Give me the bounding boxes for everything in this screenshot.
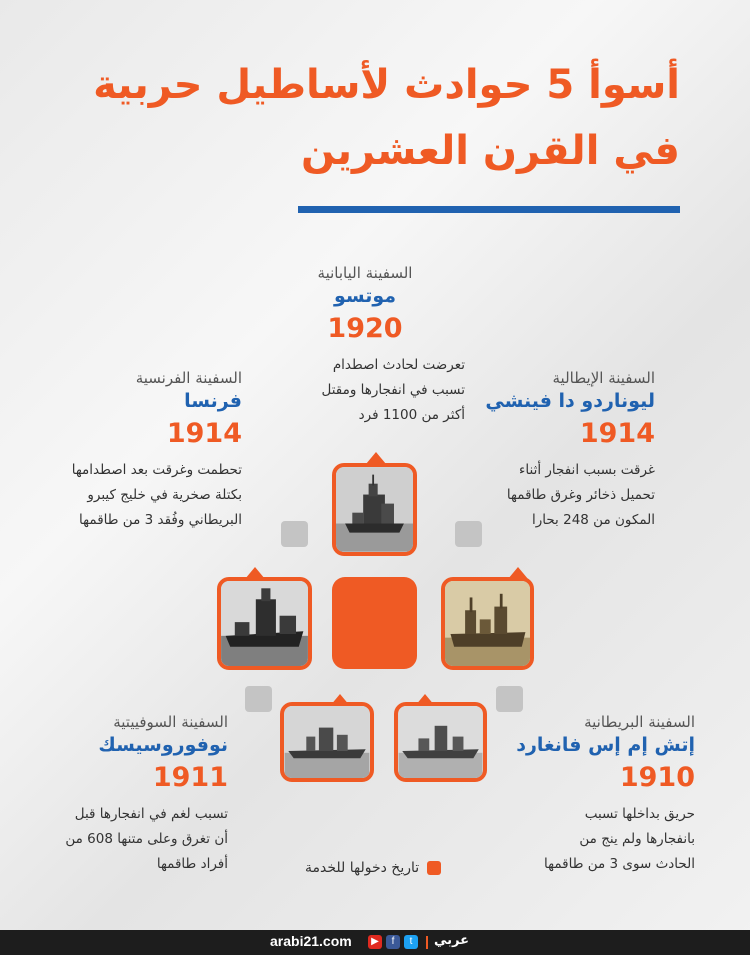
ship-name: نوفوروسيسك <box>98 734 228 756</box>
ship-year: 1914 <box>166 418 242 449</box>
twitter-icon[interactable]: t <box>404 935 418 949</box>
ship-photo-soviet <box>280 702 374 782</box>
ship-description-line: حريق بداخلها تسبب <box>584 806 695 822</box>
ship-year: 1914 <box>579 418 655 449</box>
ship-photo-japanese <box>332 463 417 556</box>
gray-square <box>455 521 482 547</box>
ship-name: فرنسا <box>184 390 242 412</box>
ship-year: 1910 <box>619 762 695 793</box>
page-title-line-2: في القرن العشرين <box>301 128 680 174</box>
ship-year: 1911 <box>152 762 228 793</box>
ship-entry-japanese <box>265 263 465 428</box>
ship-description <box>18 802 228 877</box>
legend-label: تاريخ دخولها للخدمة <box>305 860 420 876</box>
ship-name: إتش إم إس فانغارد <box>516 734 695 756</box>
facebook-icon[interactable]: f <box>386 935 400 949</box>
ship-description-line: تسبب في انفجارها ومقتل <box>321 382 465 398</box>
page-title-line-1: أسوأ 5 حوادث لأساطيل حربية <box>93 62 680 108</box>
ship-photo-british <box>394 702 487 782</box>
ship-name: موتسو <box>333 285 397 307</box>
legend-swatch <box>427 861 441 875</box>
ship-name: ليوناردو دا فينشي <box>485 390 655 412</box>
ship-description-line: أكثر من 1100 فرد <box>358 407 465 423</box>
ship-description-line: غرقت بسبب انفجار أثناء <box>519 462 655 478</box>
ship-description-line: تعرضت لحادث اصطدام <box>332 357 465 373</box>
ship-origin: السفينة الإيطالية <box>552 369 655 387</box>
center-tile <box>332 577 417 669</box>
ship-entry-soviet <box>18 712 228 877</box>
battleship-image <box>445 581 530 666</box>
ship-photo-italian <box>441 577 534 670</box>
legend <box>305 860 441 876</box>
gray-square <box>281 521 308 547</box>
site-url-link[interactable]: arabi21.com <box>270 933 352 949</box>
ship-description-line: تحميل ذخائر وغرق طاقمها <box>506 487 655 503</box>
battleship-image <box>336 467 413 552</box>
ship-description-line: المكون من 248 بحارا <box>531 512 655 528</box>
ship-description-line: أن تغرق وعلى متنها 608 من <box>65 831 228 847</box>
gray-square <box>496 686 523 712</box>
ship-entry-french <box>22 368 242 533</box>
ship-entry-british <box>485 712 695 877</box>
ship-description-line: البريطاني وفُقد 3 من طاقمها <box>79 512 242 528</box>
footer-bar <box>0 930 750 955</box>
youtube-icon[interactable]: ▶ <box>368 935 382 949</box>
ship-entry-italian <box>445 368 655 533</box>
ship-description-line: تسبب لغم في انفجارها قبل <box>74 806 228 822</box>
ship-origin: السفينة السوفييتية <box>113 713 228 731</box>
ship-description <box>485 802 695 877</box>
ship-origin: السفينة البريطانية <box>584 713 695 731</box>
ship-description-line: أفراد طاقمها <box>156 856 228 872</box>
brand-logo: عربي <box>434 933 470 948</box>
gray-square <box>245 686 272 712</box>
ship-description-line: الحادث سوى 3 من طاقمها <box>544 856 695 872</box>
ship-photo-french <box>217 577 312 670</box>
ship-origin: السفينة الفرنسية <box>135 369 242 387</box>
battleship-image <box>398 706 483 778</box>
ship-description <box>265 353 465 428</box>
battleship-image <box>221 581 308 666</box>
ship-origin: السفينة اليابانية <box>317 264 413 282</box>
brand-separator <box>426 936 428 949</box>
ship-description <box>22 458 242 533</box>
ship-description-line: تحطمت وغرقت بعد اصطدامها <box>71 462 242 478</box>
ship-description-line: بكتلة صخرية في خليج كيبرو <box>87 487 242 503</box>
ship-year: 1920 <box>327 313 403 344</box>
title-divider <box>298 206 680 213</box>
ship-description-line: بانفجارها ولم ينج من <box>579 831 695 847</box>
battleship-image <box>284 706 370 778</box>
